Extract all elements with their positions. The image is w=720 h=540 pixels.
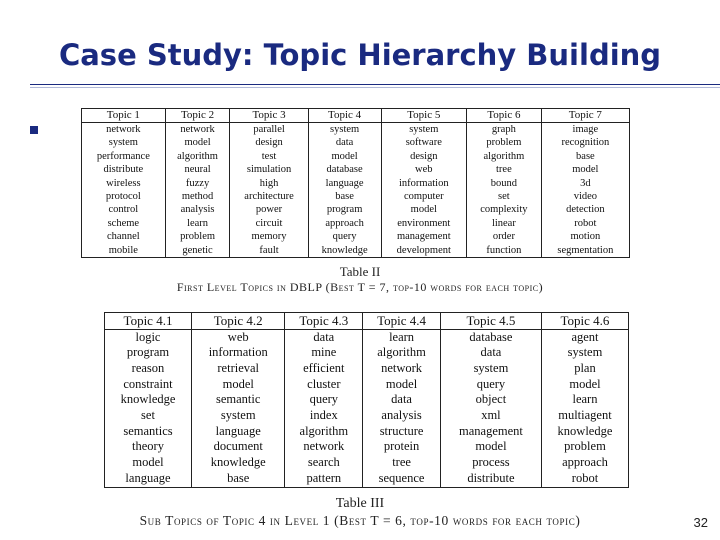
table-cell: sequence xyxy=(363,471,441,487)
table-cell: protein xyxy=(363,439,441,455)
table-cell: control xyxy=(82,203,166,216)
table-cell: mine xyxy=(285,345,363,361)
bullet-icon xyxy=(30,126,38,134)
table-cell: function xyxy=(467,244,542,258)
table-row xyxy=(82,217,630,230)
table-cell: scheme xyxy=(82,217,166,230)
title-divider xyxy=(30,84,720,87)
table-cell: program xyxy=(105,345,192,361)
table-cell: test xyxy=(230,150,308,163)
table-cell: logic xyxy=(105,329,192,345)
column-header: Topic 7 xyxy=(541,109,629,123)
table-cell: pattern xyxy=(285,471,363,487)
table-cell: multiagent xyxy=(541,408,628,424)
table-cell: algorithm xyxy=(467,150,542,163)
column-header: Topic 6 xyxy=(467,109,542,123)
table-cell: software xyxy=(381,136,467,149)
table-cell: language xyxy=(105,471,192,487)
table-row xyxy=(105,471,629,487)
table-cell: computer xyxy=(381,190,467,203)
table-cell: knowledge xyxy=(541,424,628,440)
table-cell: index xyxy=(285,408,363,424)
table-row xyxy=(105,408,629,424)
table-row xyxy=(105,361,629,377)
table-cell: structure xyxy=(363,424,441,440)
table-cell: search xyxy=(285,455,363,471)
table-cell: model xyxy=(381,203,467,216)
table-cell: graph xyxy=(467,123,542,137)
table-row xyxy=(82,203,630,216)
page-number: 32 xyxy=(693,515,708,530)
table-cell: segmentation xyxy=(541,244,629,258)
table-row xyxy=(82,190,630,203)
table-cell: knowledge xyxy=(308,244,381,258)
table-cell: data xyxy=(308,136,381,149)
table-cell: model xyxy=(363,377,441,393)
table-cell: robot xyxy=(541,217,629,230)
table-cell: robot xyxy=(541,471,628,487)
table-cell: architecture xyxy=(230,190,308,203)
table-cell: database xyxy=(308,163,381,176)
table-cell: set xyxy=(467,190,542,203)
table-cell: model xyxy=(165,136,230,149)
table-cell: problem xyxy=(165,230,230,243)
table-cell: model xyxy=(105,455,192,471)
table-cell: semantics xyxy=(105,424,192,440)
table-row xyxy=(82,136,630,149)
table-cell: system xyxy=(440,361,541,377)
table-row xyxy=(105,377,629,393)
table-cell: base xyxy=(191,471,284,487)
table-cell: efficient xyxy=(285,361,363,377)
table-cell: base xyxy=(541,150,629,163)
table-cell: tree xyxy=(467,163,542,176)
table-cell: process xyxy=(440,455,541,471)
table-cell: environment xyxy=(381,217,467,230)
table-cell: memory xyxy=(230,230,308,243)
sub-topics-table xyxy=(104,312,629,488)
table-cell: complexity xyxy=(467,203,542,216)
table-cell: semantic xyxy=(191,392,284,408)
table-cell: design xyxy=(381,150,467,163)
table-row xyxy=(82,230,630,243)
table-cell: learn xyxy=(541,392,628,408)
table-cell: 3d xyxy=(541,177,629,190)
table-row xyxy=(82,150,630,163)
table-cell: model xyxy=(440,439,541,455)
first-level-topics-table xyxy=(81,108,630,258)
table-cell: system xyxy=(82,136,166,149)
table-cell: data xyxy=(285,329,363,345)
table-cell: model xyxy=(541,377,628,393)
table-cell: system xyxy=(308,123,381,137)
table-row xyxy=(82,163,630,176)
table-cell: language xyxy=(308,177,381,190)
table-cell: network xyxy=(165,123,230,137)
table-row xyxy=(105,329,629,345)
column-header: Topic 5 xyxy=(381,109,467,123)
table-cell: document xyxy=(191,439,284,455)
table-cell: mobile xyxy=(82,244,166,258)
table-cell: database xyxy=(440,329,541,345)
table-cell: retrieval xyxy=(191,361,284,377)
table-cell: detection xyxy=(541,203,629,216)
table-cell: motion xyxy=(541,230,629,243)
table-row xyxy=(82,177,630,190)
slide-title: Case Study: Topic Hierarchy Building xyxy=(58,38,662,72)
table-cell: algorithm xyxy=(165,150,230,163)
table-cell: model xyxy=(191,377,284,393)
table-cell: recognition xyxy=(541,136,629,149)
table-cell: genetic xyxy=(165,244,230,258)
column-header: Topic 4.1 xyxy=(105,313,192,330)
table-cell: data xyxy=(363,392,441,408)
table-row xyxy=(82,244,630,258)
table2-caption: First Level Topics in DBLP (Best T = 7, top-10 words for each topic) xyxy=(176,280,544,294)
table-cell: query xyxy=(285,392,363,408)
table-cell: fault xyxy=(230,244,308,258)
table-cell: approach xyxy=(308,217,381,230)
column-header: Topic 4.4 xyxy=(363,313,441,330)
table-cell: management xyxy=(381,230,467,243)
table-cell: knowledge xyxy=(105,392,192,408)
table-cell: problem xyxy=(541,439,628,455)
table-cell: protocol xyxy=(82,190,166,203)
table-cell: system xyxy=(541,345,628,361)
table-row xyxy=(105,392,629,408)
column-header: Topic 4 xyxy=(308,109,381,123)
column-header: Topic 1 xyxy=(82,109,166,123)
table-cell: learn xyxy=(165,217,230,230)
column-header: Topic 2 xyxy=(165,109,230,123)
column-header: Topic 3 xyxy=(230,109,308,123)
table-cell: model xyxy=(308,150,381,163)
table-cell: algorithm xyxy=(363,345,441,361)
table-cell: circuit xyxy=(230,217,308,230)
table-cell: distribute xyxy=(440,471,541,487)
table-row xyxy=(105,345,629,361)
table-cell: web xyxy=(191,329,284,345)
table-cell: distribute xyxy=(82,163,166,176)
table-cell: theory xyxy=(105,439,192,455)
table-cell: agent xyxy=(541,329,628,345)
table-row xyxy=(105,455,629,471)
table-cell: cluster xyxy=(285,377,363,393)
table-cell: query xyxy=(308,230,381,243)
table-cell: program xyxy=(308,203,381,216)
table3-label: Table III xyxy=(335,496,385,511)
table-cell: analysis xyxy=(363,408,441,424)
table-cell: bound xyxy=(467,177,542,190)
table-cell: high xyxy=(230,177,308,190)
table-cell: web xyxy=(381,163,467,176)
table-cell: approach xyxy=(541,455,628,471)
table-cell: network xyxy=(82,123,166,137)
table-cell: information xyxy=(191,345,284,361)
table-cell: fuzzy xyxy=(165,177,230,190)
table-cell: xml xyxy=(440,408,541,424)
table-cell: wireless xyxy=(82,177,166,190)
table-cell: problem xyxy=(467,136,542,149)
table-cell: knowledge xyxy=(191,455,284,471)
column-header: Topic 4.6 xyxy=(541,313,628,330)
table-cell: channel xyxy=(82,230,166,243)
table-cell: design xyxy=(230,136,308,149)
table-row xyxy=(105,439,629,455)
table3-caption: Sub Topics of Topic 4 in Level 1 (Best T = 6, top-10 words for each topic) xyxy=(139,513,581,528)
table-cell: data xyxy=(440,345,541,361)
table-cell: neural xyxy=(165,163,230,176)
column-header: Topic 4.2 xyxy=(191,313,284,330)
table-cell: system xyxy=(381,123,467,137)
table-header-row xyxy=(105,313,629,330)
table-cell: network xyxy=(285,439,363,455)
table-cell: analysis xyxy=(165,203,230,216)
table-cell: system xyxy=(191,408,284,424)
table2-label: Table II xyxy=(339,264,381,279)
table-cell: simulation xyxy=(230,163,308,176)
table-cell: query xyxy=(440,377,541,393)
table-cell: power xyxy=(230,203,308,216)
table-row xyxy=(82,123,630,137)
table-cell: management xyxy=(440,424,541,440)
table-cell: algorithm xyxy=(285,424,363,440)
table-cell: linear xyxy=(467,217,542,230)
table-cell: constraint xyxy=(105,377,192,393)
table-cell: language xyxy=(191,424,284,440)
table-cell: development xyxy=(381,244,467,258)
table-cell: order xyxy=(467,230,542,243)
table-cell: information xyxy=(381,177,467,190)
column-header: Topic 4.5 xyxy=(440,313,541,330)
table-cell: reason xyxy=(105,361,192,377)
table-cell: set xyxy=(105,408,192,424)
table-cell: network xyxy=(363,361,441,377)
table-cell: performance xyxy=(82,150,166,163)
table-cell: model xyxy=(541,163,629,176)
table-cell: plan xyxy=(541,361,628,377)
table-cell: parallel xyxy=(230,123,308,137)
table-header-row xyxy=(82,109,630,123)
column-header: Topic 4.3 xyxy=(285,313,363,330)
table-cell: learn xyxy=(363,329,441,345)
table-cell: video xyxy=(541,190,629,203)
table-cell: image xyxy=(541,123,629,137)
table-row xyxy=(105,424,629,440)
table-cell: method xyxy=(165,190,230,203)
table-cell: object xyxy=(440,392,541,408)
table-cell: tree xyxy=(363,455,441,471)
table-cell: base xyxy=(308,190,381,203)
